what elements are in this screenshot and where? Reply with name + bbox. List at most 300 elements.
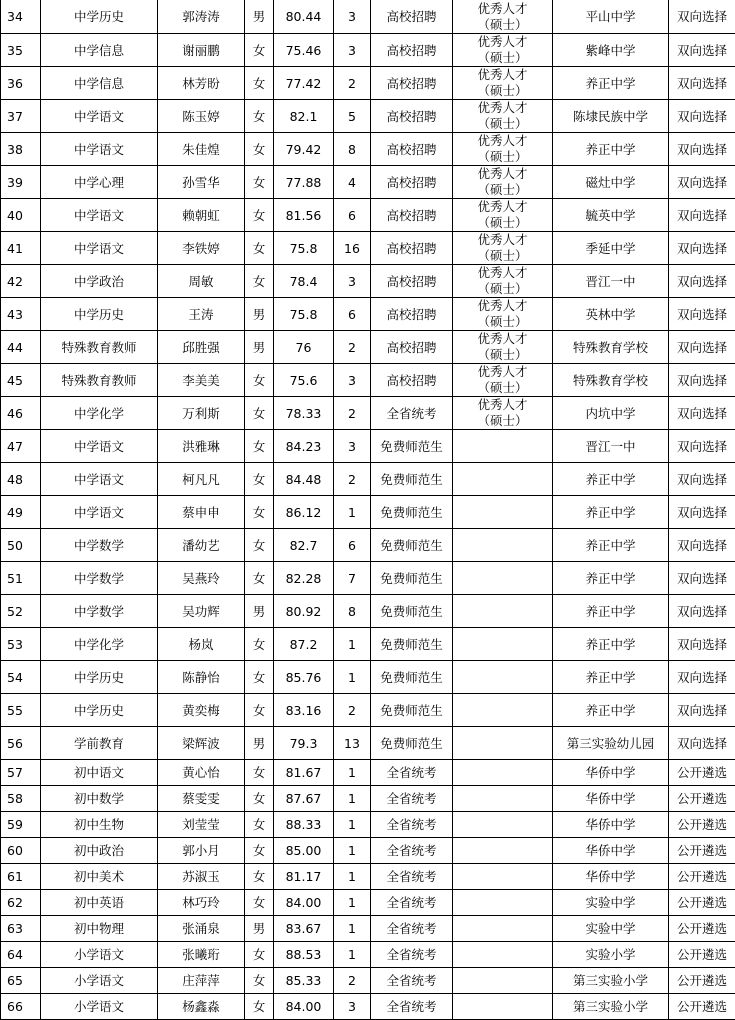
cell-school: 磁灶中学 (553, 166, 669, 199)
cell-rank: 4 (334, 166, 371, 199)
cell-method: 公开遴选 (669, 890, 735, 916)
cell-rank: 6 (334, 529, 371, 562)
table-body (1, 0, 735, 1020)
cell-category (453, 496, 553, 529)
cell-no: 58 (1, 786, 41, 812)
cell-category (453, 838, 553, 864)
cell-rank: 6 (334, 199, 371, 232)
cell-rank: 1 (334, 760, 371, 786)
cell-category (453, 727, 553, 760)
cell-method: 双向选择 (669, 232, 735, 265)
cell-rank: 2 (334, 331, 371, 364)
cell-method: 双向选择 (669, 34, 735, 67)
cell-no: 64 (1, 942, 41, 968)
cell-school: 第三实验小学 (553, 968, 669, 994)
cell-subject: 小学语文 (41, 968, 158, 994)
cell-subject: 中学历史 (41, 661, 158, 694)
cell-no: 65 (1, 968, 41, 994)
cell-subject: 中学语文 (41, 430, 158, 463)
cell-gender: 女 (245, 463, 274, 496)
cell-subject: 中学历史 (41, 0, 158, 34)
cell-gender: 女 (245, 364, 274, 397)
cell-no: 55 (1, 694, 41, 727)
table-row (1, 463, 735, 496)
table-row (1, 727, 735, 760)
cell-no: 56 (1, 727, 41, 760)
cell-score: 84.48 (274, 463, 334, 496)
cell-name: 洪雅琳 (158, 430, 245, 463)
cell-school: 第三实验小学 (553, 994, 669, 1020)
cell-score: 82.7 (274, 529, 334, 562)
cell-source: 免费师范生 (371, 595, 453, 628)
cell-name: 蔡申申 (158, 496, 245, 529)
cell-source: 高校招聘 (371, 100, 453, 133)
cell-rank: 2 (334, 968, 371, 994)
cell-no: 39 (1, 166, 41, 199)
cell-school: 养正中学 (553, 463, 669, 496)
cell-rank: 3 (334, 0, 371, 34)
cell-source: 免费师范生 (371, 628, 453, 661)
cell-name: 李铁婷 (158, 232, 245, 265)
cell-source: 免费师范生 (371, 463, 453, 496)
cell-school: 养正中学 (553, 661, 669, 694)
cell-school: 华侨中学 (553, 864, 669, 890)
cell-gender: 女 (245, 786, 274, 812)
cell-category (453, 463, 553, 496)
cell-name: 张曦珩 (158, 942, 245, 968)
cell-subject: 中学数学 (41, 562, 158, 595)
cell-no: 63 (1, 916, 41, 942)
cell-subject: 小学语文 (41, 994, 158, 1020)
cell-source: 高校招聘 (371, 166, 453, 199)
cell-gender: 男 (245, 727, 274, 760)
cell-category: 优秀人才 （硕士） (453, 298, 553, 331)
cell-source: 高校招聘 (371, 265, 453, 298)
cell-subject: 初中数学 (41, 786, 158, 812)
cell-score: 79.42 (274, 133, 334, 166)
cell-subject: 中学语文 (41, 199, 158, 232)
cell-method: 双向选择 (669, 529, 735, 562)
table-row (1, 100, 735, 133)
cell-method: 双向选择 (669, 331, 735, 364)
cell-score: 88.33 (274, 812, 334, 838)
cell-no: 40 (1, 199, 41, 232)
cell-name: 黄奕梅 (158, 694, 245, 727)
cell-score: 81.56 (274, 199, 334, 232)
cell-subject: 中学信息 (41, 67, 158, 100)
cell-school: 养正中学 (553, 628, 669, 661)
table-row (1, 133, 735, 166)
cell-name: 苏淑玉 (158, 864, 245, 890)
cell-rank: 1 (334, 812, 371, 838)
cell-method: 双向选择 (669, 694, 735, 727)
cell-gender: 男 (245, 595, 274, 628)
cell-no: 60 (1, 838, 41, 864)
cell-subject: 初中生物 (41, 812, 158, 838)
cell-subject: 初中语文 (41, 760, 158, 786)
cell-rank: 1 (334, 786, 371, 812)
cell-name: 柯凡凡 (158, 463, 245, 496)
cell-method: 双向选择 (669, 100, 735, 133)
cell-no: 50 (1, 529, 41, 562)
cell-name: 郭小月 (158, 838, 245, 864)
cell-gender: 女 (245, 34, 274, 67)
cell-name: 陈玉婷 (158, 100, 245, 133)
cell-method: 双向选择 (669, 562, 735, 595)
cell-source: 高校招聘 (371, 67, 453, 100)
cell-subject: 中学历史 (41, 694, 158, 727)
cell-category (453, 562, 553, 595)
cell-source: 全省统考 (371, 864, 453, 890)
cell-rank: 3 (334, 430, 371, 463)
cell-rank: 1 (334, 628, 371, 661)
cell-name: 陈静怡 (158, 661, 245, 694)
cell-gender: 女 (245, 397, 274, 430)
cell-score: 75.46 (274, 34, 334, 67)
cell-school: 特殊教育学校 (553, 364, 669, 397)
cell-name: 万利斯 (158, 397, 245, 430)
cell-subject: 初中物理 (41, 916, 158, 942)
cell-method: 公开遴选 (669, 864, 735, 890)
cell-gender: 女 (245, 529, 274, 562)
table-row (1, 199, 735, 232)
cell-method: 双向选择 (669, 298, 735, 331)
table-row (1, 562, 735, 595)
cell-school: 英林中学 (553, 298, 669, 331)
cell-score: 84.23 (274, 430, 334, 463)
cell-score: 77.88 (274, 166, 334, 199)
cell-score: 81.67 (274, 760, 334, 786)
table-row (1, 364, 735, 397)
cell-subject: 初中美术 (41, 864, 158, 890)
table-row (1, 786, 735, 812)
cell-score: 82.28 (274, 562, 334, 595)
cell-source: 全省统考 (371, 916, 453, 942)
cell-name: 郭涛涛 (158, 0, 245, 34)
cell-method: 双向选择 (669, 166, 735, 199)
cell-gender: 男 (245, 298, 274, 331)
cell-rank: 6 (334, 298, 371, 331)
cell-school: 晋江一中 (553, 430, 669, 463)
cell-method: 双向选择 (669, 133, 735, 166)
cell-school: 第三实验幼儿园 (553, 727, 669, 760)
cell-rank: 2 (334, 463, 371, 496)
cell-name: 邱胜强 (158, 331, 245, 364)
cell-score: 77.42 (274, 67, 334, 100)
cell-score: 80.92 (274, 595, 334, 628)
cell-school: 养正中学 (553, 133, 669, 166)
table-row (1, 595, 735, 628)
table-row (1, 67, 735, 100)
cell-method: 双向选择 (669, 496, 735, 529)
cell-method: 双向选择 (669, 265, 735, 298)
cell-category (453, 968, 553, 994)
cell-gender: 女 (245, 265, 274, 298)
cell-category (453, 942, 553, 968)
cell-no: 38 (1, 133, 41, 166)
cell-category: 优秀人才 （硕士） (453, 67, 553, 100)
table-row (1, 331, 735, 364)
cell-no: 59 (1, 812, 41, 838)
cell-subject: 中学历史 (41, 298, 158, 331)
table-row (1, 694, 735, 727)
cell-gender: 女 (245, 562, 274, 595)
cell-school: 华侨中学 (553, 838, 669, 864)
cell-name: 赖朝虹 (158, 199, 245, 232)
cell-rank: 1 (334, 890, 371, 916)
cell-subject: 中学数学 (41, 595, 158, 628)
cell-school: 特殊教育学校 (553, 331, 669, 364)
table-row (1, 298, 735, 331)
cell-subject: 中学化学 (41, 397, 158, 430)
cell-subject: 特殊教育教师 (41, 364, 158, 397)
cell-school: 养正中学 (553, 694, 669, 727)
cell-method: 公开遴选 (669, 838, 735, 864)
cell-name: 林巧玲 (158, 890, 245, 916)
cell-category (453, 529, 553, 562)
cell-subject: 中学语文 (41, 232, 158, 265)
cell-score: 85.76 (274, 661, 334, 694)
cell-category (453, 595, 553, 628)
cell-school: 平山中学 (553, 0, 669, 34)
cell-source: 免费师范生 (371, 661, 453, 694)
cell-no: 62 (1, 890, 41, 916)
cell-source: 全省统考 (371, 812, 453, 838)
cell-gender: 女 (245, 942, 274, 968)
cell-gender: 男 (245, 916, 274, 942)
cell-gender: 女 (245, 133, 274, 166)
cell-category: 优秀人才 （硕士） (453, 0, 553, 34)
cell-no: 66 (1, 994, 41, 1020)
cell-subject: 中学政治 (41, 265, 158, 298)
cell-name: 谢丽鹏 (158, 34, 245, 67)
cell-subject: 中学语文 (41, 463, 158, 496)
cell-category (453, 628, 553, 661)
cell-category: 优秀人才 （硕士） (453, 100, 553, 133)
cell-score: 88.53 (274, 942, 334, 968)
cell-no: 54 (1, 661, 41, 694)
table-row (1, 661, 735, 694)
cell-gender: 男 (245, 0, 274, 34)
cell-source: 高校招聘 (371, 298, 453, 331)
table-row (1, 760, 735, 786)
cell-no: 57 (1, 760, 41, 786)
cell-school: 养正中学 (553, 562, 669, 595)
cell-no: 35 (1, 34, 41, 67)
cell-rank: 3 (334, 34, 371, 67)
cell-rank: 1 (334, 916, 371, 942)
cell-gender: 女 (245, 199, 274, 232)
cell-no: 49 (1, 496, 41, 529)
table-row (1, 628, 735, 661)
cell-name: 孙雪华 (158, 166, 245, 199)
cell-no: 37 (1, 100, 41, 133)
cell-rank: 3 (334, 994, 371, 1020)
cell-school: 内坑中学 (553, 397, 669, 430)
cell-category (453, 994, 553, 1020)
cell-school: 华侨中学 (553, 786, 669, 812)
cell-source: 全省统考 (371, 968, 453, 994)
cell-no: 46 (1, 397, 41, 430)
cell-rank: 13 (334, 727, 371, 760)
cell-name: 吴燕玲 (158, 562, 245, 595)
cell-method: 双向选择 (669, 67, 735, 100)
cell-no: 48 (1, 463, 41, 496)
cell-method: 公开遴选 (669, 786, 735, 812)
cell-source: 全省统考 (371, 786, 453, 812)
cell-category (453, 916, 553, 942)
cell-category (453, 812, 553, 838)
table-row (1, 166, 735, 199)
cell-score: 84.00 (274, 890, 334, 916)
cell-source: 高校招聘 (371, 331, 453, 364)
cell-score: 75.6 (274, 364, 334, 397)
cell-source: 免费师范生 (371, 727, 453, 760)
cell-category: 优秀人才 （硕士） (453, 199, 553, 232)
cell-score: 84.00 (274, 994, 334, 1020)
cell-category (453, 786, 553, 812)
cell-no: 44 (1, 331, 41, 364)
table-row (1, 942, 735, 968)
cell-school: 华侨中学 (553, 812, 669, 838)
cell-subject: 中学化学 (41, 628, 158, 661)
cell-subject: 特殊教育教师 (41, 331, 158, 364)
cell-name: 李美美 (158, 364, 245, 397)
cell-school: 实验中学 (553, 916, 669, 942)
cell-gender: 女 (245, 628, 274, 661)
cell-source: 免费师范生 (371, 430, 453, 463)
table-row (1, 890, 735, 916)
cell-category: 优秀人才 （硕士） (453, 133, 553, 166)
cell-gender: 女 (245, 496, 274, 529)
cell-name: 杨鑫淼 (158, 994, 245, 1020)
cell-gender: 女 (245, 994, 274, 1020)
cell-school: 养正中学 (553, 67, 669, 100)
cell-category: 优秀人才 （硕士） (453, 166, 553, 199)
cell-source: 高校招聘 (371, 133, 453, 166)
cell-rank: 2 (334, 67, 371, 100)
cell-subject: 中学信息 (41, 34, 158, 67)
cell-rank: 1 (334, 661, 371, 694)
cell-source: 免费师范生 (371, 496, 453, 529)
cell-rank: 1 (334, 838, 371, 864)
cell-subject: 中学数学 (41, 529, 158, 562)
table-row (1, 864, 735, 890)
table-row (1, 994, 735, 1020)
cell-no: 45 (1, 364, 41, 397)
cell-method: 双向选择 (669, 430, 735, 463)
cell-method: 公开遴选 (669, 916, 735, 942)
cell-source: 全省统考 (371, 994, 453, 1020)
cell-gender: 女 (245, 166, 274, 199)
cell-gender: 女 (245, 864, 274, 890)
cell-rank: 1 (334, 942, 371, 968)
cell-method: 双向选择 (669, 199, 735, 232)
cell-no: 53 (1, 628, 41, 661)
cell-score: 78.4 (274, 265, 334, 298)
cell-subject: 初中政治 (41, 838, 158, 864)
cell-method: 公开遴选 (669, 968, 735, 994)
cell-source: 免费师范生 (371, 562, 453, 595)
table-row (1, 496, 735, 529)
cell-method: 公开遴选 (669, 942, 735, 968)
cell-name: 黄心怡 (158, 760, 245, 786)
cell-source: 高校招聘 (371, 199, 453, 232)
cell-category (453, 890, 553, 916)
cell-subject: 小学语文 (41, 942, 158, 968)
cell-source: 全省统考 (371, 760, 453, 786)
cell-score: 76 (274, 331, 334, 364)
cell-school: 实验中学 (553, 890, 669, 916)
cell-method: 双向选择 (669, 397, 735, 430)
cell-source: 全省统考 (371, 942, 453, 968)
cell-source: 全省统考 (371, 838, 453, 864)
cell-name: 林芳盼 (158, 67, 245, 100)
cell-subject: 中学语文 (41, 100, 158, 133)
table-row (1, 430, 735, 463)
cell-score: 86.12 (274, 496, 334, 529)
cell-school: 毓英中学 (553, 199, 669, 232)
cell-rank: 16 (334, 232, 371, 265)
cell-score: 78.33 (274, 397, 334, 430)
cell-method: 公开遴选 (669, 760, 735, 786)
cell-method: 双向选择 (669, 463, 735, 496)
cell-rank: 2 (334, 397, 371, 430)
cell-score: 85.33 (274, 968, 334, 994)
table-row (1, 397, 735, 430)
cell-name: 王涛 (158, 298, 245, 331)
cell-school: 实验小学 (553, 942, 669, 968)
cell-category (453, 864, 553, 890)
cell-gender: 女 (245, 694, 274, 727)
cell-score: 87.67 (274, 786, 334, 812)
cell-category: 优秀人才 （硕士） (453, 265, 553, 298)
cell-category (453, 430, 553, 463)
cell-category: 优秀人才 （硕士） (453, 331, 553, 364)
cell-no: 36 (1, 67, 41, 100)
cell-score: 87.2 (274, 628, 334, 661)
table-row (1, 0, 735, 34)
cell-method: 双向选择 (669, 595, 735, 628)
cell-rank: 8 (334, 133, 371, 166)
cell-name: 周敏 (158, 265, 245, 298)
cell-school: 紫峰中学 (553, 34, 669, 67)
cell-subject: 中学心理 (41, 166, 158, 199)
table-row (1, 529, 735, 562)
cell-source: 高校招聘 (371, 34, 453, 67)
cell-subject: 初中英语 (41, 890, 158, 916)
cell-source: 全省统考 (371, 397, 453, 430)
cell-score: 83.16 (274, 694, 334, 727)
cell-method: 双向选择 (669, 727, 735, 760)
cell-no: 43 (1, 298, 41, 331)
cell-score: 83.67 (274, 916, 334, 942)
cell-method: 双向选择 (669, 0, 735, 34)
cell-gender: 女 (245, 100, 274, 133)
table-row (1, 232, 735, 265)
cell-name: 梁辉波 (158, 727, 245, 760)
cell-source: 高校招聘 (371, 364, 453, 397)
cell-source: 全省统考 (371, 890, 453, 916)
cell-no: 34 (1, 0, 41, 34)
cell-score: 80.44 (274, 0, 334, 34)
cell-name: 刘莹莹 (158, 812, 245, 838)
cell-no: 47 (1, 430, 41, 463)
cell-source: 免费师范生 (371, 694, 453, 727)
cell-category (453, 661, 553, 694)
cell-school: 晋江一中 (553, 265, 669, 298)
cell-gender: 女 (245, 760, 274, 786)
